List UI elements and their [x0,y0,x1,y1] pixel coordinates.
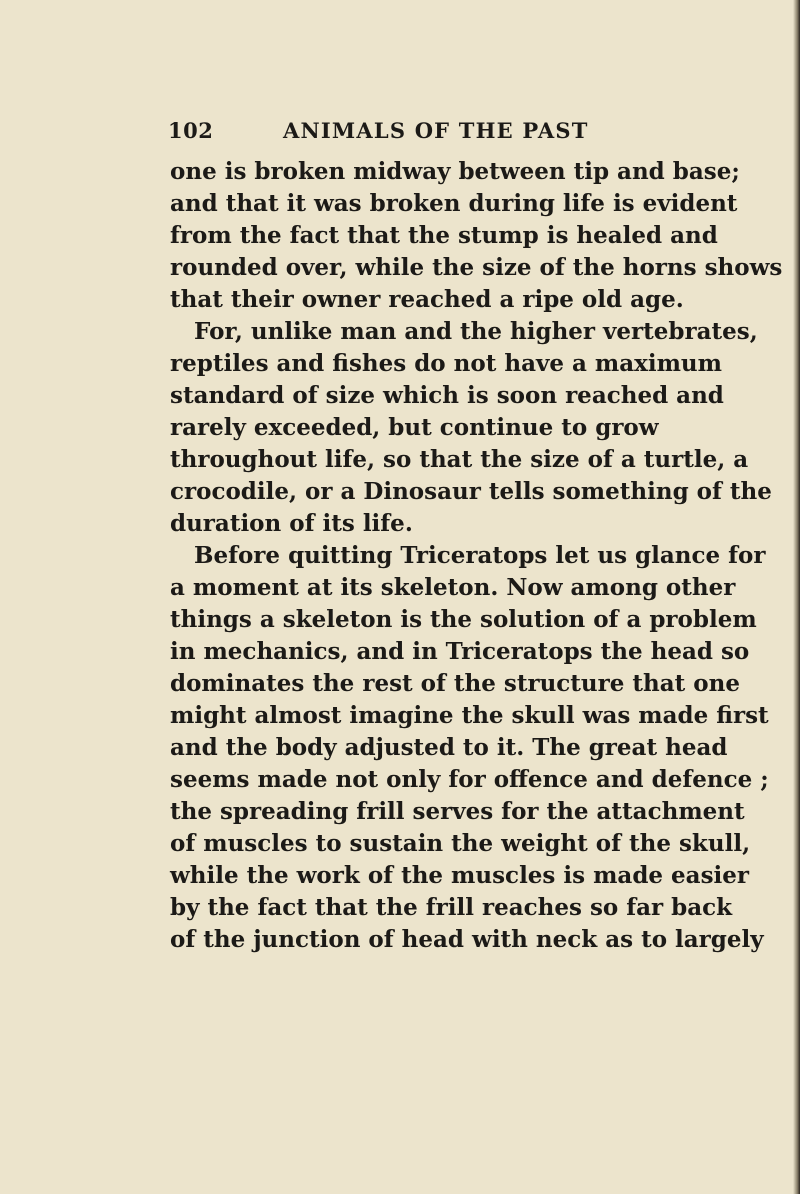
text-line: dominates the rest of the structure that one [170,670,740,697]
text-line: in mechanics, and in Triceratops the head so [170,638,750,665]
text-line: and the body adjusted to it. The great head [170,734,728,761]
text-line: things a skeleton is the solution of a problem [170,606,757,633]
page-number: 102 [168,118,214,143]
body-text [170,156,783,956]
text-line: that their owner reached a ripe old age. [170,286,684,313]
text-line: from the fact that the stump is healed and [170,222,718,249]
text-line: might almost imagine the skull was made first [170,702,769,729]
text-line: rounded over, while the size of the horns shows [170,254,783,281]
text-line: by the fact that the frill reaches so far back [170,894,733,921]
page-edge-shadow [793,0,800,1194]
text-line: throughout life, so that the size of a turtle, a [170,446,749,473]
text-line: one is broken midway between tip and base; [170,158,740,185]
text-line: of the junction of head with neck as to largely [170,926,764,953]
text-line: rarely exceeded, but continue to grow [170,414,659,441]
text-line: the spreading frill serves for the attachment [170,798,745,825]
text-line: and that it was broken during life is evident [170,190,738,217]
text-line: crocodile, or a Dinosaur tells something of the [170,478,772,505]
text-line: reptiles and fishes do not have a maximum [170,350,722,377]
page-header [0,118,800,148]
text-line: standard of size which is soon reached and [170,382,724,409]
text-line: For, unlike man and the higher vertebrates, [194,318,758,345]
text-line: duration of its life. [170,510,413,537]
text-line: a moment at its skeleton. Now among other [170,574,736,601]
text-line: while the work of the muscles is made easier [170,862,750,889]
text-line: Before quitting Triceratops let us glance for [194,542,766,569]
text-line: of muscles to sustain the weight of the skull, [170,830,751,857]
running-head: ANIMALS OF THE PAST [283,118,589,143]
text-line: seems made not only for offence and defence ; [170,766,769,793]
